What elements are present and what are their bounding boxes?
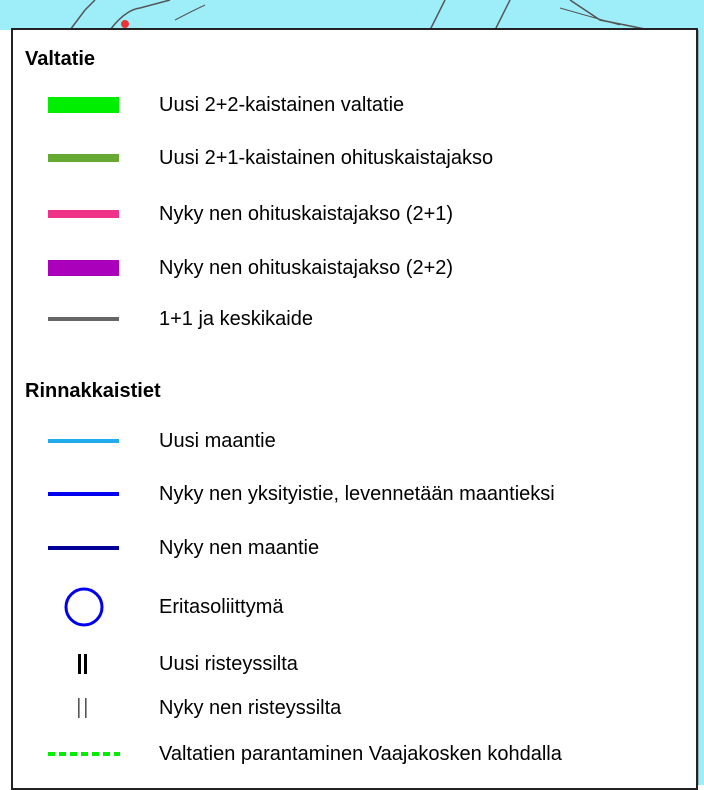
new-regional-road-line-swatch: [48, 439, 119, 443]
median-barrier-line-swatch: [48, 317, 119, 321]
legend-label: Uusi 2+2-kaistainen valtatie: [159, 94, 405, 116]
map-legend: [11, 28, 698, 790]
legend-label: Uusi risteyssilta: [159, 653, 298, 675]
section-title-rinnakkaistiet: Rinnakkaistiet: [25, 380, 161, 402]
interchange-circle-icon: [63, 586, 105, 628]
existing-2plus2-passing-lane-swatch: [48, 260, 119, 276]
legend-label: Nyky nen maantie: [159, 537, 320, 559]
legend-label: Nyky nen risteyssilta: [159, 697, 342, 719]
legend-label: Nyky nen yksityistie, levennetään maantieksi: [159, 483, 555, 505]
new-overpass-bridge-icon: [71, 652, 95, 678]
existing-overpass-bridge-icon: [71, 696, 95, 722]
new-2plus2-highway-swatch: [48, 97, 119, 113]
legend-label: Valtatien parantaminen Vaajakosken kohdalla: [159, 743, 562, 765]
private-road-widened-line-swatch: [48, 492, 119, 496]
vaajakoski-improvement-dotted-line-swatch: [48, 750, 120, 758]
legend-label: Uusi 2+1-kaistainen ohituskaistajakso: [159, 147, 494, 169]
map-marker: [121, 20, 129, 28]
legend-label: Nyky nen ohituskaistajakso (2+2): [159, 257, 454, 279]
water-area: [0, 0, 704, 30]
existing-2plus1-passing-lane-swatch: [48, 210, 119, 218]
legend-label: Eritasoliittymä: [159, 596, 284, 618]
legend-label: 1+1 ja keskikaide: [159, 308, 313, 330]
new-2plus1-passing-lane-swatch: [48, 154, 119, 162]
existing-regional-road-line-swatch: [48, 546, 119, 550]
legend-label: Uusi maantie: [159, 430, 276, 452]
section-title-valtatie: Valtatie: [25, 48, 96, 70]
legend-label: Nyky nen ohituskaistajakso (2+1): [159, 203, 454, 225]
